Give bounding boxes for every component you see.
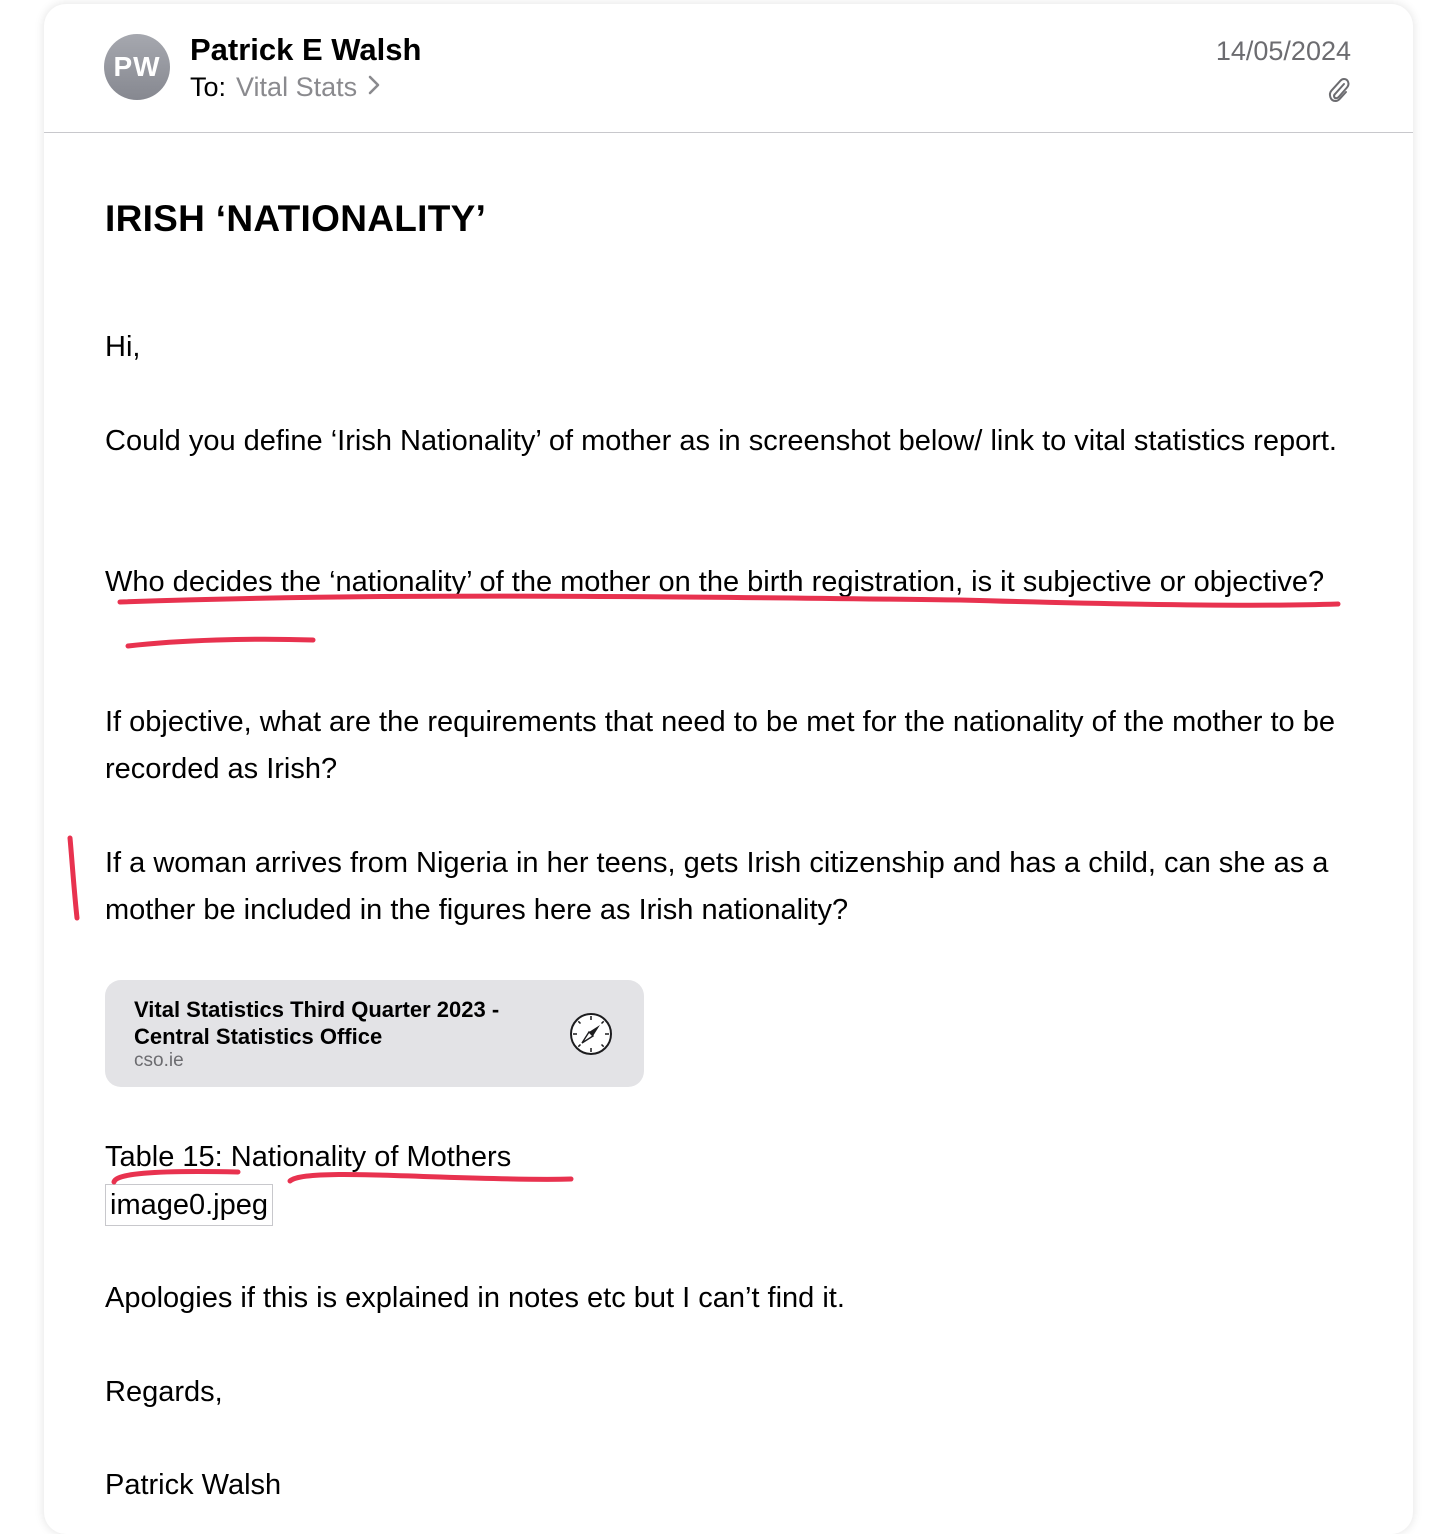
email-date: 14/05/2024 <box>1215 36 1351 66</box>
paragraph-apologies: Apologies if this is explained in notes etc but I can’t find it. <box>105 1282 845 1314</box>
link-preview-domain: cso.ie <box>134 1050 184 1071</box>
sender-name[interactable]: Patrick E Walsh <box>190 32 422 67</box>
recipient-line[interactable] <box>190 72 381 103</box>
recipient-name[interactable]: Vital Stats <box>236 72 358 102</box>
safari-compass-icon <box>569 1012 613 1056</box>
sender-avatar[interactable] <box>104 34 170 100</box>
link-preview-card[interactable] <box>105 980 644 1087</box>
table-reference: Table 15: Nationality of Mothers <box>105 1141 512 1173</box>
attachment-image0[interactable]: image0.jpeg <box>105 1184 273 1226</box>
paperclip-icon <box>1327 76 1351 104</box>
chevron-right-icon[interactable] <box>367 72 381 103</box>
paragraph-define-nationality: Could you define ‘Irish Nationality’ of mother as in screenshot below/ link to vital statistics report. <box>105 425 1337 457</box>
avatar-initials: PW <box>113 51 161 82</box>
to-label: To: <box>190 72 227 102</box>
email-subject: IRISH ‘NATIONALITY’ <box>105 198 487 239</box>
paragraph-nigeria-example: If a woman arrives from Nigeria in her teens, gets Irish citizenship and has a child, can she as a mother be included in the figures here as Irish nationality? <box>105 847 1329 926</box>
paragraph-who-decides: Who decides the ‘nationality’ of the mother on the birth registration, is it subjective or objective? <box>105 566 1325 598</box>
link-preview-title: Vital Statistics Third Quarter 2023 - Central Statistics Office <box>134 997 500 1049</box>
paragraph-requirements: If objective, what are the requirements that need to be met for the nationality of the mother to be recorded as Irish? <box>105 706 1335 785</box>
closing: Regards, <box>105 1376 223 1408</box>
email-card <box>44 4 1413 1534</box>
greeting: Hi, <box>105 331 141 363</box>
signature: Patrick Walsh <box>105 1469 282 1501</box>
email-header <box>44 4 1413 133</box>
